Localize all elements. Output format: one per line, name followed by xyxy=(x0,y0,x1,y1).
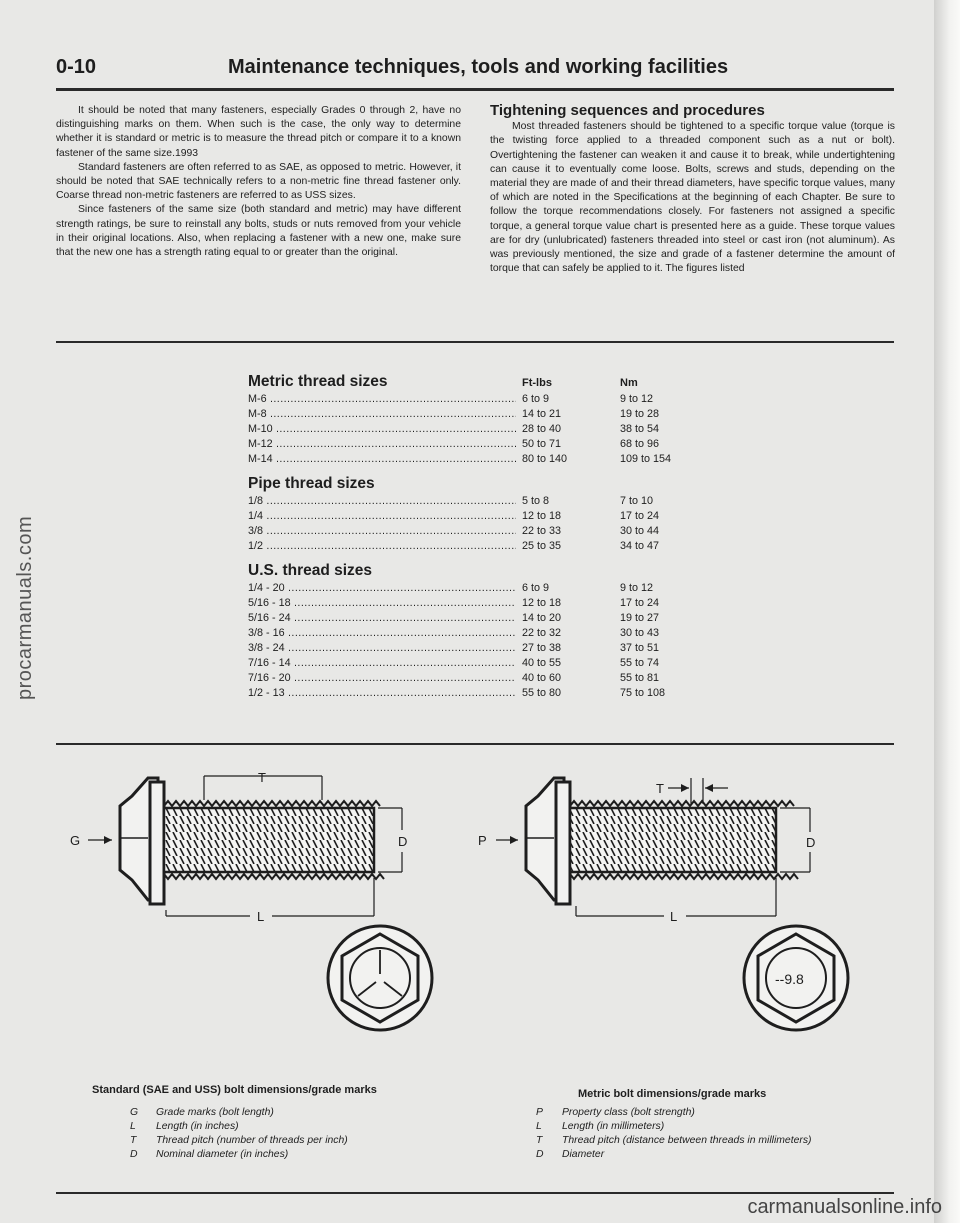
section-rule xyxy=(56,743,894,745)
bolt-side-view xyxy=(526,778,798,904)
side-watermark: procarmanuals.com xyxy=(14,515,36,700)
legend-key: D xyxy=(536,1149,544,1160)
label-t: T xyxy=(656,781,664,796)
table-row xyxy=(248,596,728,611)
table-section-title: Pipe thread sizes xyxy=(248,475,375,492)
table-cell-size: 3/8 - 24 ..... xyxy=(248,641,516,656)
table-row xyxy=(248,581,728,596)
table-cell-ftlbs: 28 to 40 xyxy=(522,423,562,435)
legend-key: G xyxy=(130,1107,139,1118)
table-row xyxy=(248,626,728,641)
label-l: L xyxy=(257,909,265,924)
table-cell-nm: 109 to 154 xyxy=(620,453,672,465)
table-row xyxy=(248,611,728,626)
table-cell-nm: 19 to 28 xyxy=(620,408,660,420)
table-cell-ftlbs: 40 to 60 xyxy=(522,672,562,684)
table-cell-ftlbs: 5 to 8 xyxy=(522,495,550,507)
right-text-column xyxy=(490,104,895,276)
table-cell-nm: 37 to 51 xyxy=(620,642,660,654)
table-row xyxy=(248,437,728,452)
table-cell-ftlbs: 40 to 55 xyxy=(522,657,562,669)
table-section-title: Metric thread sizes xyxy=(248,373,388,390)
table-row xyxy=(248,641,728,656)
table-cell-nm: 9 to 12 xyxy=(620,582,654,594)
legend-key: L xyxy=(536,1121,542,1132)
table-cell-size: 3/8 - 16 ..... xyxy=(248,626,516,641)
table-cell-size: 1/2 ..... xyxy=(248,539,516,554)
label-d: D xyxy=(806,835,816,850)
table-cell-size: M-10 ..... xyxy=(248,422,516,437)
table-cell-size: 7/16 - 14 ..... xyxy=(248,656,516,671)
label-l: L xyxy=(670,909,678,924)
table-row xyxy=(248,392,728,407)
table-cell-nm: 55 to 81 xyxy=(620,672,660,684)
legend-text: Length (in inches) xyxy=(156,1121,239,1132)
torque-table xyxy=(248,372,728,701)
label-t: T xyxy=(258,770,266,785)
table-cell-size: 1/4 ..... xyxy=(248,509,516,524)
table-cell-nm: 17 to 24 xyxy=(620,597,660,609)
label-g: G xyxy=(70,833,81,848)
legend-key: T xyxy=(536,1135,543,1146)
legend-key: T xyxy=(130,1135,137,1146)
table-cell-nm: 55 to 74 xyxy=(620,657,660,669)
table-cell-ftlbs: 27 to 38 xyxy=(522,642,562,654)
table-cell-ftlbs: 14 to 21 xyxy=(522,408,562,420)
table-cell-size: M-14 ..... xyxy=(248,452,516,467)
page-title: Maintenance techniques, tools and working facilities xyxy=(228,56,729,78)
table-cell-ftlbs: 80 to 140 xyxy=(522,453,568,465)
table-cell-nm: 7 to 10 xyxy=(620,495,654,507)
bolt-head-end-view xyxy=(744,926,848,1030)
table-row xyxy=(248,656,728,671)
table-cell-ftlbs: 6 to 9 xyxy=(522,393,550,405)
metric-figure-caption: Metric bolt dimensions/grade marks xyxy=(578,1088,767,1100)
table-cell-ftlbs: 25 to 35 xyxy=(522,540,562,552)
column-header-ftlbs: Ft-lbs xyxy=(522,377,552,389)
head-grade-mark: --9.8 xyxy=(775,971,804,987)
table-cell-size: M-12 ..... xyxy=(248,437,516,452)
table-row xyxy=(248,452,728,467)
left-text-column xyxy=(56,104,461,260)
table-row xyxy=(248,671,728,686)
legend-key: P xyxy=(536,1107,543,1118)
table-row xyxy=(248,407,728,422)
table-cell-ftlbs: 12 to 18 xyxy=(522,510,562,522)
bolt-head-end-view xyxy=(328,926,432,1030)
table-cell-nm: 68 to 96 xyxy=(620,438,660,450)
table-cell-nm: 38 to 54 xyxy=(620,423,660,435)
table-cell-size: 3/8 ..... xyxy=(248,524,516,539)
table-row xyxy=(248,524,728,539)
label-d: D xyxy=(398,834,408,849)
table-cell-size: 1/8 ..... xyxy=(248,494,516,509)
table-cell-nm: 9 to 12 xyxy=(620,393,654,405)
table-cell-size: M-8 ..... xyxy=(248,407,516,422)
bolt-side-view xyxy=(120,778,384,904)
label-p: P xyxy=(478,833,487,848)
table-section-title: U.S. thread sizes xyxy=(248,562,373,579)
header-rule xyxy=(56,88,894,91)
paragraph: Standard fasteners are often referred to as SAE, as opposed to metric. However, it should be noted that SAE technically refers to a non-metric fine thread fastener only. Coarse thread non-metric fasteners are referred to as USS sizes. xyxy=(56,161,461,202)
legend-text: Diameter xyxy=(562,1149,605,1160)
table-cell-nm: 17 to 24 xyxy=(620,510,660,522)
table-cell-size: M-6 ..... xyxy=(248,392,516,407)
table-cell-nm: 19 to 27 xyxy=(620,612,660,624)
table-row xyxy=(248,539,728,554)
paragraph: Since fasteners of the same size (both standard and metric) may have different strength ratings, be sure to reinstall any bolts, studs or nuts removed from your vehicle in their original locations. Also, when replacing a fastener with a new one, make sure that the new one has a strength rating equal to or greater than the original. xyxy=(56,204,461,259)
paragraph: It should be noted that many fasteners, especially Grades 0 through 2, have no distinguishing marks on them. When such is the case, the only way to determine whether it is standard or metric is to measure the thread pitch or compare it to a known fastener of the same size.1993 xyxy=(56,105,461,159)
column-header-nm: Nm xyxy=(620,377,638,389)
table-cell-size: 1/2 - 13 ..... xyxy=(248,686,516,701)
legend-text: Nominal diameter (in inches) xyxy=(156,1149,289,1160)
table-cell-nm: 34 to 47 xyxy=(620,540,660,552)
table-cell-ftlbs: 22 to 33 xyxy=(522,525,562,537)
legend-text: Property class (bolt strength) xyxy=(562,1107,695,1118)
table-cell-nm: 30 to 44 xyxy=(620,525,660,537)
page-header xyxy=(56,56,896,90)
legend-text: Length (in millimeters) xyxy=(562,1121,665,1132)
legend-text: Thread pitch (number of threads per inch) xyxy=(156,1135,348,1146)
legend-key: L xyxy=(130,1121,136,1132)
table-cell-size: 7/16 - 20 ..... xyxy=(248,671,516,686)
metric-bolt-diagram xyxy=(470,760,870,1050)
table-cell-size: 1/4 - 20 ..... xyxy=(248,581,516,596)
table-row xyxy=(248,509,728,524)
table-row xyxy=(248,686,728,701)
legend-text: Grade marks (bolt length) xyxy=(156,1107,274,1118)
legend-key: D xyxy=(130,1149,138,1160)
table-cell-size: 5/16 - 18 ..... xyxy=(248,596,516,611)
legend-text: Thread pitch (distance between threads in millimeters) xyxy=(562,1135,812,1146)
page-number: 0-10 xyxy=(56,56,97,78)
table-cell-ftlbs: 6 to 9 xyxy=(522,582,550,594)
standard-figure-caption: Standard (SAE and USS) bolt dimensions/grade marks xyxy=(92,1084,377,1096)
table-row xyxy=(248,494,728,509)
table-cell-nm: 75 to 108 xyxy=(620,687,666,699)
footer-rule xyxy=(56,1192,894,1194)
section-rule xyxy=(56,341,894,343)
table-cell-ftlbs: 12 to 18 xyxy=(522,597,562,609)
table-cell-size: 5/16 - 24 ..... xyxy=(248,611,516,626)
bottom-watermark: carmanualsonline.info xyxy=(747,1196,942,1218)
standard-bolt-diagram xyxy=(60,760,460,1050)
paragraph: Most threaded fasteners should be tightened to a specific torque value (torque is the twisting force applied to a threaded component such as a nut or bolt). Overtightening the fastener can weaken it and cause it to break, while undertightening can cause it to eventually come loose. Bolts, screws and studs, depending on the material they are made of and their thread diameters, have specific torque values, many of which are noted in the Specifications at the beginning of each Chapter. Be sure to follow the torque recommendations closely. For fasteners not assigned a specific torque, a general torque value chart is presented here as a guide. These torque values are for dry (unlubricated) fasteners threaded into steel or cast iron (not aluminum). As was previously mentioned, the size and grade of a fastener determine the amount of torque that can safely be applied to it. The figures listed xyxy=(490,121,895,275)
table-cell-ftlbs: 55 to 80 xyxy=(522,687,562,699)
table-row xyxy=(248,422,728,437)
table-cell-ftlbs: 14 to 20 xyxy=(522,612,562,624)
table-cell-nm: 30 to 43 xyxy=(620,627,660,639)
section-heading: Tightening sequences and procedures xyxy=(490,102,765,119)
table-cell-ftlbs: 50 to 71 xyxy=(522,438,562,450)
table-cell-ftlbs: 22 to 32 xyxy=(522,627,562,639)
page-edge-shadow xyxy=(934,0,960,1223)
